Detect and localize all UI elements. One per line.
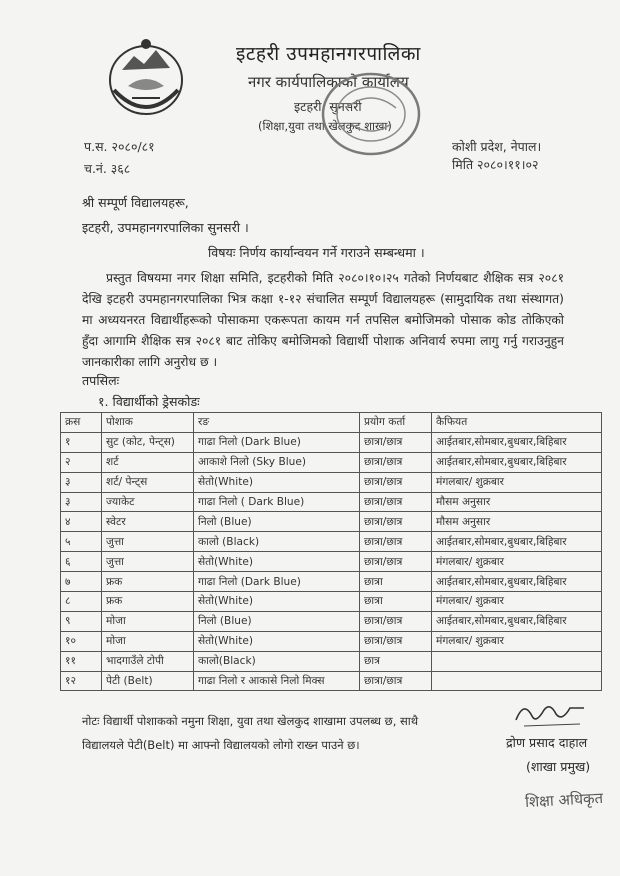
section-title: १. विद्यार्थीको ड्रेसकोडः (98, 394, 200, 409)
header-user: प्रयोग कर्ता (360, 413, 432, 433)
cell-serial: ३ (61, 492, 102, 512)
cell-dress: ज्याकेट (102, 492, 194, 512)
nepal-government-emblem (104, 34, 188, 120)
cell-serial: ११ (61, 651, 102, 671)
cell-serial: ६ (61, 552, 102, 572)
cell-dress: फ्रक (102, 592, 194, 612)
cell-serial: ७ (61, 572, 102, 592)
cell-remarks: मंगलबार/ शुक्रबार (432, 631, 602, 651)
cell-dress: शर्ट/ पेन्ट्स (102, 472, 194, 492)
cell-color: कालो (Black) (194, 532, 360, 552)
cell-remarks: आईतबार,सोमबार,बुधबार,बिहिबार (432, 432, 602, 452)
cell-color: गाढा निलो (Dark Blue) (194, 432, 360, 452)
cell-dress: पेटी (Belt) (102, 671, 194, 691)
cell-dress: मोजा (102, 631, 194, 651)
note-line-1: नोटः विद्यार्थी पोशाकको नमुना शिक्षा, युवा तथा खेलकुद शाखामा उपलब्ध छ, साथै (82, 714, 419, 728)
table-row (61, 472, 602, 492)
office-name: इटहरी उपमहानगरपालिका (236, 43, 421, 65)
dispatch-number: च.नं. ३६८ (84, 161, 131, 176)
cell-remarks: मंगलबार/ शुक्रबार (432, 472, 602, 492)
cell-dress: मोजा (102, 611, 194, 631)
table-row (61, 611, 602, 631)
cell-remarks: आईतबार,सोमबार,बुधबार,बिहिबार (432, 452, 602, 472)
cell-color: सेतो(White) (194, 472, 360, 492)
cell-color: आकाशे निलो (Sky Blue) (194, 452, 360, 472)
signature (510, 696, 590, 730)
table-row (61, 671, 602, 691)
dress-code-table (60, 412, 602, 691)
cell-user: छात्रा/छात्र (360, 452, 432, 472)
office-address: इटहरी, सुनसरी (294, 99, 362, 114)
cell-color: कालो(Black) (194, 651, 360, 671)
cell-user: छात्रा/छात्र (360, 552, 432, 572)
table-row (61, 492, 602, 512)
table-row (61, 552, 602, 572)
cell-serial: ४ (61, 512, 102, 532)
cell-remarks (432, 671, 602, 691)
annex-label: तपसिलः (82, 373, 120, 388)
table-row (61, 631, 602, 651)
cell-user: छात्रा (360, 572, 432, 592)
cell-user: छात्रा/छात्र (360, 611, 432, 631)
cell-user: छात्रा/छात्र (360, 532, 432, 552)
cell-remarks: आईतबार,सोमबार,बुधबार,बिहिबार (432, 611, 602, 631)
cell-serial: ९ (61, 611, 102, 631)
handwritten-designation: शिक्षा अधिकृत (524, 788, 604, 812)
header-dress: पोशाक (102, 413, 194, 433)
cell-user: छात्रा/छात्र (360, 671, 432, 691)
cell-color: सेतो(White) (194, 631, 360, 651)
header-serial: क्रस (61, 413, 102, 433)
cell-user: छात्रा (360, 592, 432, 612)
cell-remarks: आईतबार,सोमबार,बुधबार,बिहिबार (432, 572, 602, 592)
cell-remarks: मंगलबार/ शुक्रबार (432, 552, 602, 572)
office-subtitle: नगर कार्यपालिकाको कार्यालय (248, 73, 409, 91)
cell-remarks: मौसम अनुसार (432, 512, 602, 532)
cell-remarks (432, 651, 602, 671)
cell-color: सेतो(White) (194, 552, 360, 572)
table-row (61, 432, 602, 452)
cell-serial: ८ (61, 592, 102, 612)
cell-user: छात्रा/छात्र (360, 432, 432, 452)
cell-user: छात्रा/छात्र (360, 512, 432, 532)
cell-dress: सुट (कोट, पेन्ट्स) (102, 432, 194, 452)
table-row (61, 452, 602, 472)
letter-subject: विषयः निर्णय कार्यान्वयन गर्ने गराउने सम्बन्धमा । (208, 245, 425, 260)
signatory-name: द्रोण प्रसाद दाहाल (506, 735, 588, 750)
cell-dress: स्वेटर (102, 512, 194, 532)
table-row (61, 651, 602, 671)
office-branch: (शिक्षा,युवा तथा खेलकुद शाखा) (258, 119, 392, 133)
cell-serial: १ (61, 432, 102, 452)
note-line-2: विद्यालयले पेटी(Belt) मा आफ्नो विद्यालयको लोगो राख्न पाउने छ। (82, 738, 360, 752)
recipient-line-1: श्री सम्पूर्ण विद्यालयहरू, (82, 195, 189, 210)
cell-color: निलो (Blue) (194, 512, 360, 532)
signatory-title: (शाखा प्रमुख) (526, 759, 591, 774)
cell-serial: १२ (61, 671, 102, 691)
letter-body: प्रस्तुत विषयमा नगर शिक्षा समिति, इटहरीको मिति २०८०।१०।२५ गतेको निर्णयबाट शैक्षिक सत्र २०८१ देखि इटहरी उपमहानगरपालिका भित्र कक्षा १-१२ संचालित सम्पूर्ण विद्यालयहरू (सामुदायिक तथा संस्थागत) मा अध्ययनरत विद्यार्थीहरूको पोसाकमा एकरूपता कायम गर्न तपसिल बमोजिमको पोसाक कोड तोकिएको हुँदा आगामि शैक्षिक सत्र २०८१ बाट तोकिए बमोजिमको विद्यार्थी पोशाक अनिवार्य रुपमा लागु गर्नु गराउनुहुन जानकारीका लागि अनुरोध छ । (82, 271, 564, 369)
table-header-row (61, 413, 602, 433)
cell-dress: भादगाउँले टोपी (102, 651, 194, 671)
province-label: कोशी प्रदेश, नेपाल। (452, 139, 542, 154)
cell-color: गाढा निलो (Dark Blue) (194, 572, 360, 592)
cell-serial: ५ (61, 532, 102, 552)
cell-user: छात्रा/छात्र (360, 631, 432, 651)
recipient-line-2: इटहरी, उपमहानगरपालिका सुनसरी । (82, 220, 249, 235)
cell-serial: २ (61, 452, 102, 472)
cell-remarks: मंगलबार/ शुक्रबार (432, 592, 602, 612)
table-row (61, 532, 602, 552)
cell-serial: १० (61, 631, 102, 651)
cell-remarks: आईतबार,सोमबार,बुधबार,बिहिबार (432, 532, 602, 552)
cell-user: छात्रा/छात्र (360, 472, 432, 492)
header-remarks: कैफियत (432, 413, 602, 433)
cell-dress: फ्रक (102, 572, 194, 592)
cell-color: निलो (Blue) (194, 611, 360, 631)
cell-serial: ३ (61, 472, 102, 492)
cell-dress: जुत्ता (102, 532, 194, 552)
cell-color: गाढा निलो ( Dark Blue) (194, 492, 360, 512)
cell-remarks: मौसम अनुसार (432, 492, 602, 512)
table-row (61, 572, 602, 592)
cell-dress: जुत्ता (102, 552, 194, 572)
office-stamp (316, 68, 426, 160)
reference-number: प.स. २०८०/८१ (84, 139, 155, 154)
table-body (61, 432, 602, 691)
cell-color: सेतो(White) (194, 592, 360, 612)
table-row (61, 512, 602, 532)
cell-user: छात्र (360, 651, 432, 671)
letter-date: मिति २०८०।११।०२ (452, 157, 539, 172)
cell-color: गाढा निलो र आकासे निलो मिक्स (194, 671, 360, 691)
header-color: रङ (194, 413, 360, 433)
table-row (61, 592, 602, 612)
cell-user: छात्रा/छात्र (360, 492, 432, 512)
cell-dress: शर्ट (102, 452, 194, 472)
